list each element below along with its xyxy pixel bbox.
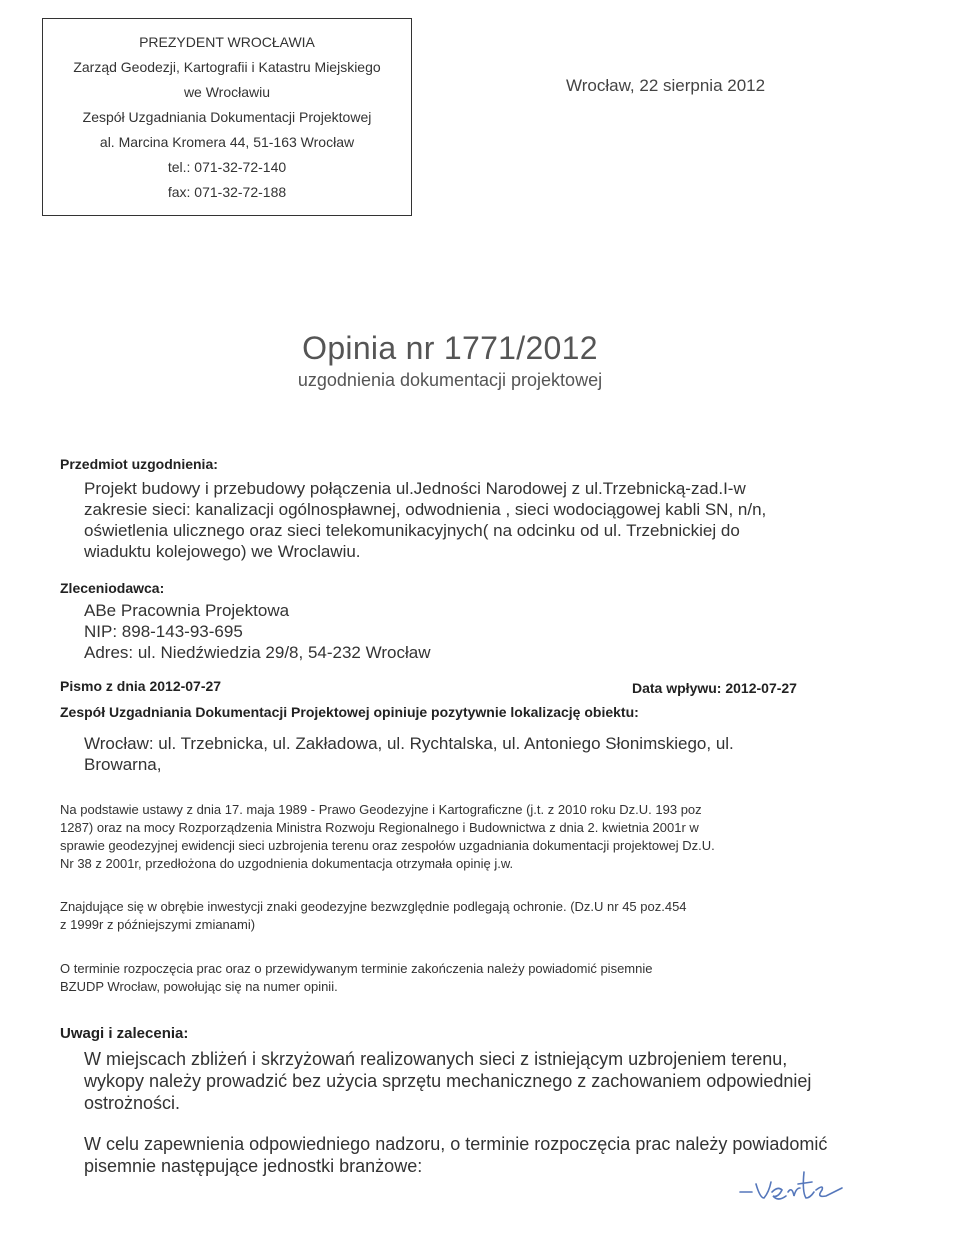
legal-basis-line: sprawie geodezyjnej ewidencji sieci uzbrojenia terenu oraz zespołów uzgadniania dokumentacji projektowej Dz.U. [60,838,715,853]
subject-text [84,478,766,562]
remarks-line: W miejscach zbliżeń i skrzyżowań realizowanych sieci z istniejącym uzbrojeniem terenu, [84,1049,788,1069]
received-date: Data wpływu: 2012-07-27 [632,680,797,696]
client-name: ABe Pracownia Projektowa [84,601,290,620]
client-details [84,600,430,663]
opinion-statement: Zespół Uzgadniania Dokumentacji Projektowej opiniuje pozytywnie lokalizację obiektu: [60,704,639,720]
client-label: Zleceniodawca: [60,580,165,596]
geodetic-note-line: Znajdujące się w obrębie inwestycji znaki geodezyjne bezwzględnie podlegają ochronie. (Dz.U nr 45 poz.454 [60,899,687,914]
location-line: Browarna, [84,755,162,774]
legal-basis-line: Na podstawie ustawy z dnia 17. maja 1989 - Prawo Geodezyjne i Kartograficzne (j.t. z 2010 roku Dz.U. 193 poz [60,802,702,817]
opinion-subtitle: uzgodnienia dokumentacji projektowej [297,370,603,390]
issuer-fax: fax: 071-32-72-188 [167,184,287,200]
remarks-label: Uwagi i zalecenia: [60,1025,189,1042]
subject-label: Przedmiot uzgodnienia: [60,456,218,472]
issuer-title: PREZYDENT WROCŁAWIA [139,34,315,50]
subject-line: wiaduktu kolejowego) we Wroclawiu. [84,542,361,561]
remarks-paragraph-1 [84,1048,811,1114]
legal-basis-line: Nr 38 z 2001r, przedłożona do uzgodnienia dokumentacja otrzymała opinię j.w. [60,856,514,871]
geodetic-note [60,898,687,934]
subject-line: zakresie sieci: kanalizacji ogólnospławnej, odwodnienia , sieci wodociągowej kabli SN, n/n, [84,500,767,519]
notify-note [60,960,652,996]
notify-note-line: O terminie rozpoczęcia prac oraz o przewidywanym terminie zakończenia należy powiadomić pisemnie [60,961,653,976]
notify-note-line: BZUDP Wrocław, powołując się na numer opinii. [60,979,338,994]
issuer-phone: tel.: 071-32-72-140 [167,159,287,175]
handwritten-verte-mark [738,1162,848,1210]
issuer-address: al. Marcina Kromera 44, 51-163 Wrocław [99,134,355,150]
location-line: Wrocław: ul. Trzebnicka, ul. Zakładowa, ul. Rychtalska, ul. Antoniego Słonimskiego, ul. [84,734,734,753]
remarks-line: pisemnie następujące jednostki branżowe: [84,1156,423,1176]
issuer-city: we Wrocławiu [183,84,271,100]
geodetic-note-line: z 1999r z późniejszymi zmianami) [60,917,256,932]
remarks-paragraph-2 [84,1133,827,1177]
remarks-line: ostrożności. [84,1093,181,1113]
legal-basis-text [60,801,715,873]
client-address: Adres: ul. Niedźwiedzia 29/8, 54-232 Wrocław [84,643,431,662]
remarks-line: W celu zapewnienia odpowiedniego nadzoru, o terminie rozpoczęcia prac należy powiadomić [84,1134,828,1154]
subject-line: oświetlenia ulicznego oraz sieci telekomunikacyjnych( na odcinku od ul. Trzebnickiej do [84,521,740,540]
document-date: Wrocław, 22 sierpnia 2012 [566,76,766,95]
client-nip: NIP: 898-143-93-695 [84,622,243,641]
issuer-header-box [42,18,412,216]
opinion-title: Opinia nr 1771/2012 [302,330,598,366]
letter-date: Pismo z dnia 2012-07-27 [60,678,222,694]
subject-line: Projekt budowy i przebudowy połączenia ul.Jedności Narodowej z ul.Trzebnicką-zad.I-w [84,479,746,498]
issuer-team: Zespół Uzgadniania Dokumentacji Projektowej [82,109,372,125]
legal-basis-line: 1287) oraz na mocy Rozporządzenia Ministra Rozwoju Regionalnego i Budownictwa z dnia 2. kwietnia 2001r w [60,820,699,835]
location-text [84,733,734,775]
issuer-office: Zarząd Geodezji, Kartografii i Katastru Miejskiego [73,59,381,75]
remarks-line: wykopy należy prowadzić bez użycia sprzętu mechanicznego z zachowaniem odpowiedniej [84,1071,812,1091]
